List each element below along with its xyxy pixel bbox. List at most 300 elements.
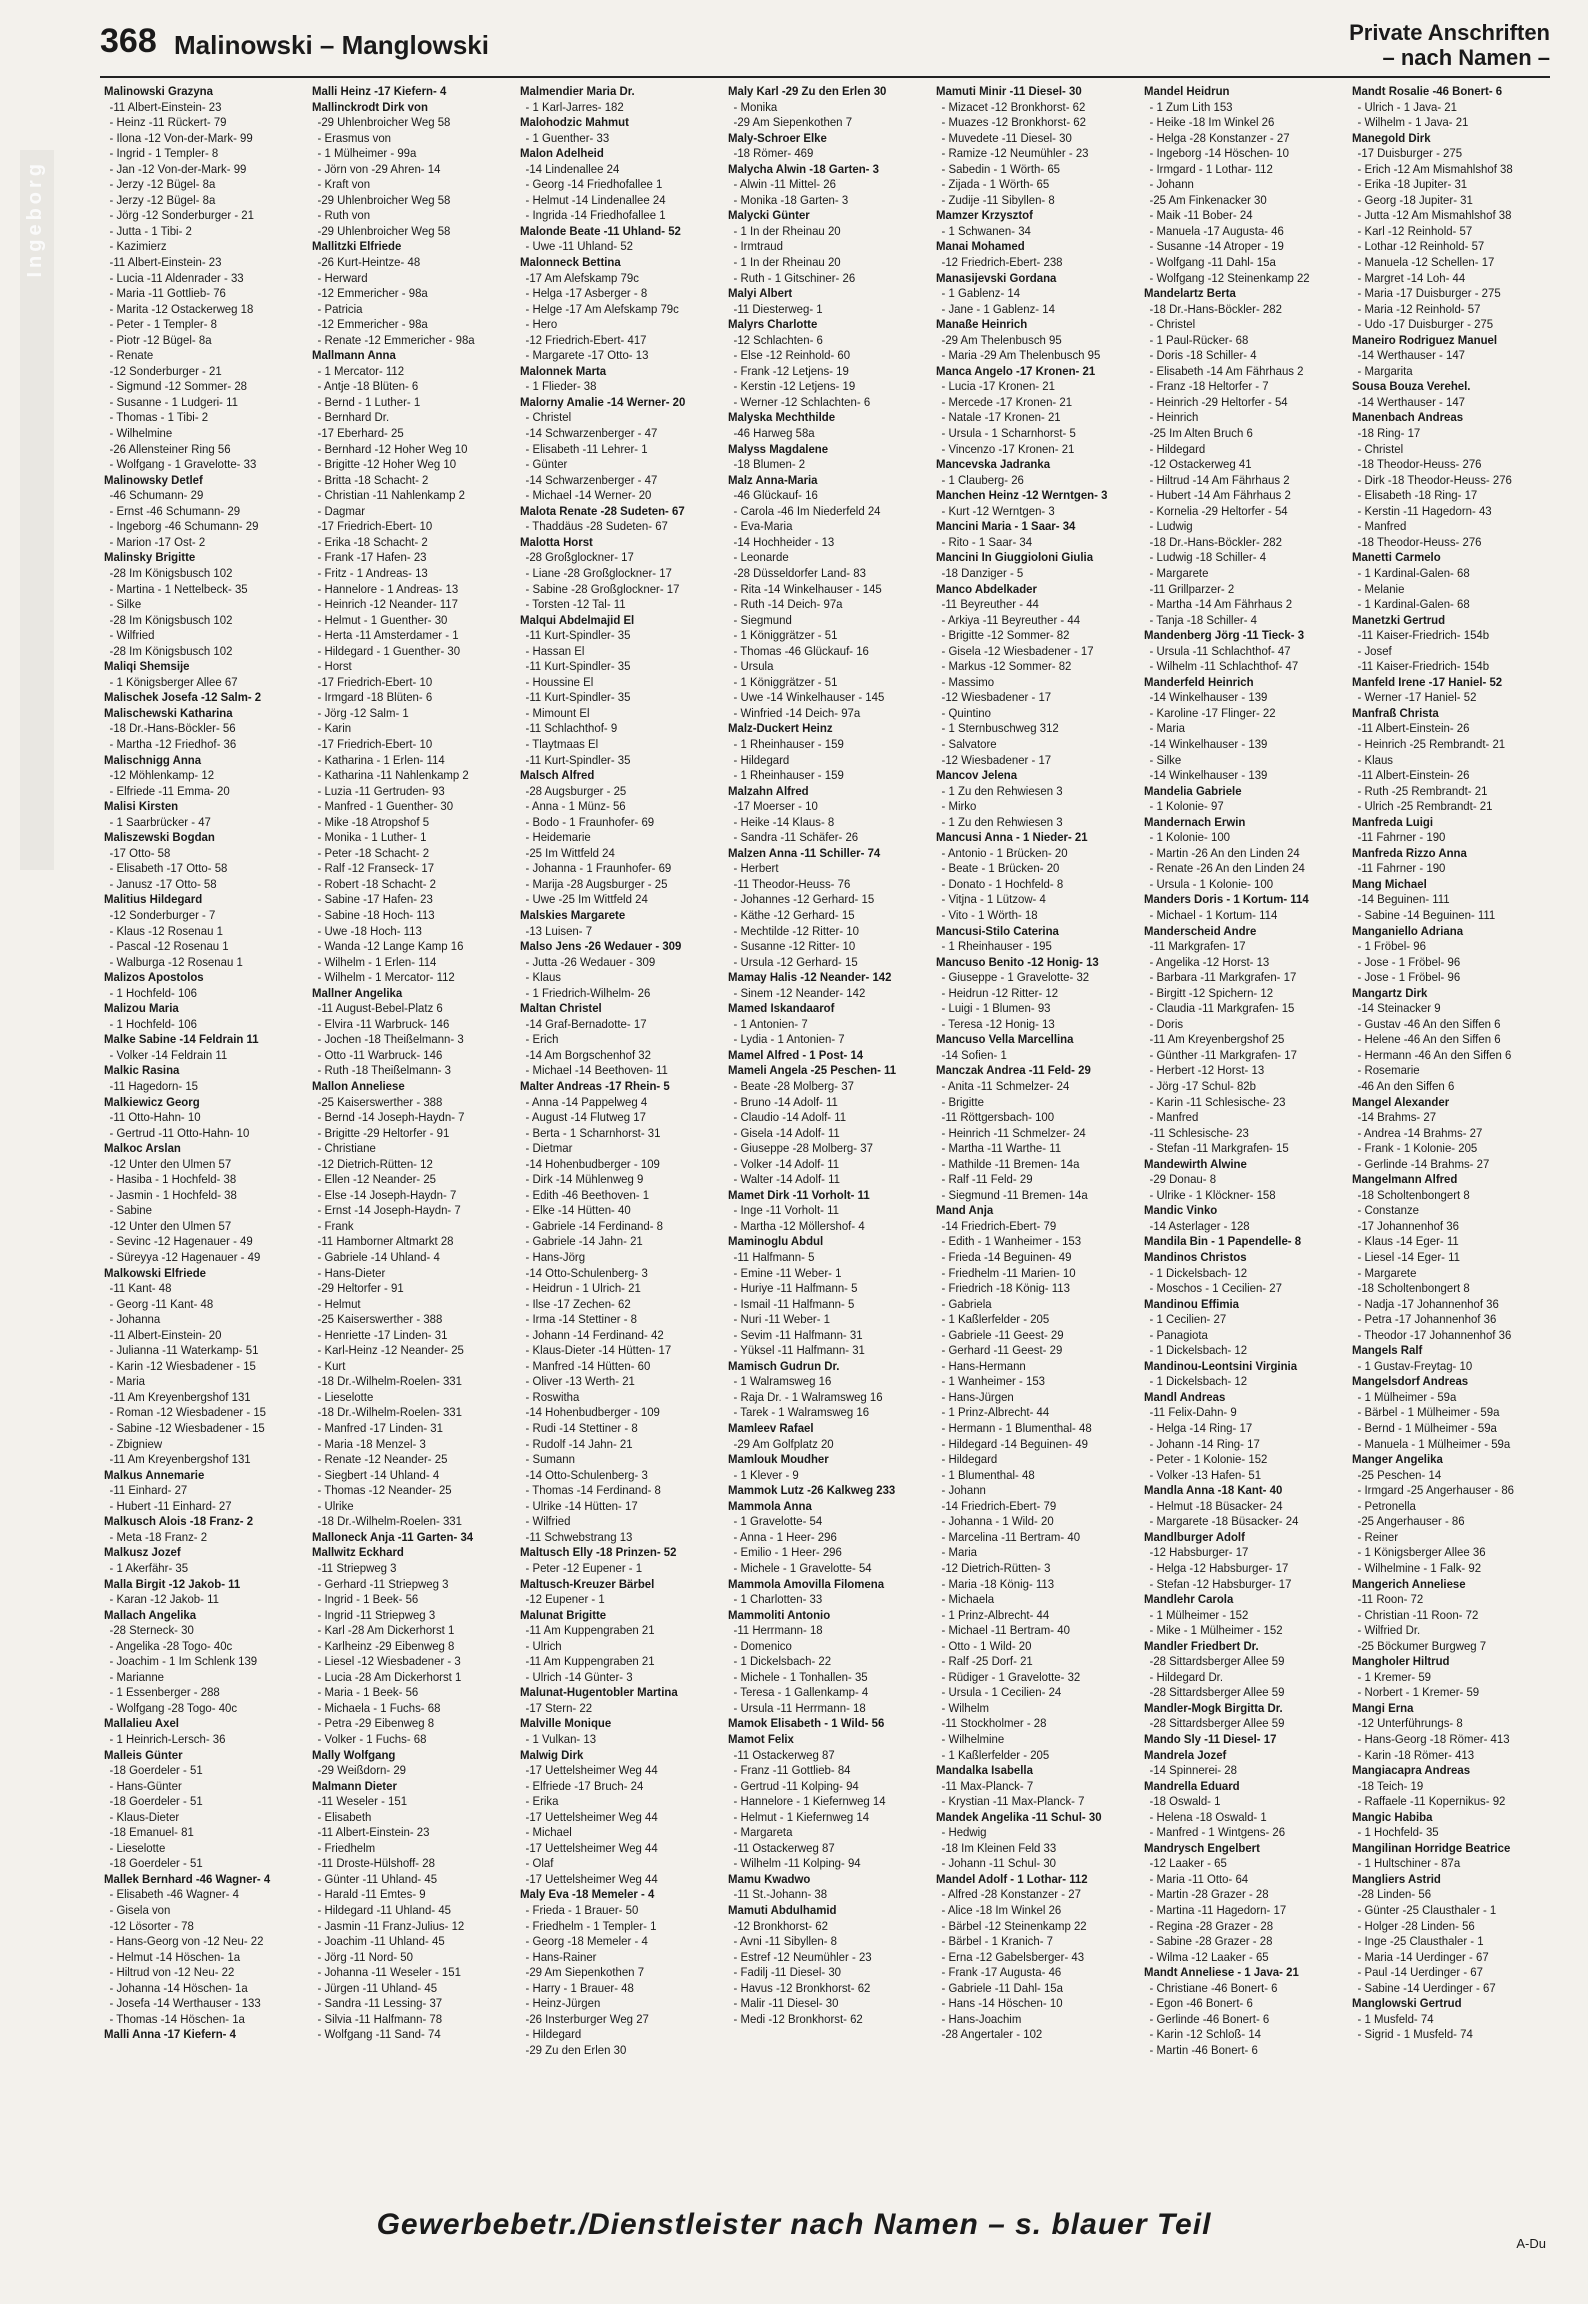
listing-entry: - Alfred -28 Konstanzer - 27 bbox=[941, 1887, 1081, 1902]
listing-entry: - Karin -11 Schlesische- 23 bbox=[1149, 1094, 1286, 1109]
listing-entry: - Karin -12 Wiesbadener - 15 bbox=[109, 1358, 256, 1373]
listing-entry: - Wolfgang -12 Steinenkamp 22 bbox=[1149, 270, 1310, 285]
listing-entry: - Christiane -46 Bonert- 6 bbox=[1149, 1980, 1278, 1995]
listing-entry: - Else -12 Reinhold- 60 bbox=[733, 348, 851, 363]
listing-entry: Mancevska Jadranka bbox=[936, 457, 1051, 472]
listing-entry: - Kornelia -29 Heltorfer - 54 bbox=[1149, 503, 1288, 518]
listing-entry: - Erna -12 Gabelsberger- 43 bbox=[941, 1949, 1085, 1964]
listing-entry: -29 Am Thelenbusch 95 bbox=[941, 332, 1062, 347]
listing-entry: Mancini In Giuggioloni Giulia bbox=[936, 550, 1094, 565]
listing-entry: - 1 Gablenz- 14 bbox=[941, 286, 1021, 301]
listing-entry: - Lucia -11 Aldenrader - 33 bbox=[109, 270, 244, 285]
listing-entry: - Emilio - 1 Heer- 296 bbox=[733, 1545, 842, 1560]
listing-entry: - Michael - 1 Kortum- 114 bbox=[1149, 907, 1278, 922]
listing-entry: -11 Albert-Einstein- 26 bbox=[1357, 768, 1470, 783]
listing-entry: Maliqi Shemsije bbox=[104, 659, 190, 674]
listing-entry: - Erich bbox=[525, 1032, 559, 1047]
listing-entry: -11 Röttgersbach- 100 bbox=[941, 1110, 1055, 1125]
listing-entry: - Marion -17 Ost- 2 bbox=[109, 534, 206, 549]
listing-entry: - Hans-Georg -18 Römer- 413 bbox=[1357, 1731, 1510, 1746]
listing-entry: - Manuela -17 Augusta- 46 bbox=[1149, 223, 1284, 238]
listing-entry: - Georg -14 Friedhofallee 1 bbox=[525, 177, 663, 192]
listing-entry: -11 Kaiser-Friedrich- 154b bbox=[1357, 659, 1490, 674]
listing-entry: - Sabine -18 Hoch- 113 bbox=[317, 907, 435, 922]
listing-entry: Mamuti Abdulhamid bbox=[728, 1902, 837, 1917]
listing-entry: -12 Unter den Ulmen 57 bbox=[109, 1156, 232, 1171]
listing-entry: - Mike - 1 Mülheimer - 152 bbox=[1149, 1623, 1283, 1638]
listing-entry: Malkusz Jozef bbox=[104, 1545, 181, 1560]
listing-entry: - 1 Prinz-Albrecht- 44 bbox=[941, 1405, 1050, 1420]
listing-entry: - Manfred -17 Linden- 31 bbox=[317, 1421, 443, 1436]
listing-entry: - Karin bbox=[317, 721, 352, 736]
listing-entry: - Olaf bbox=[525, 1856, 554, 1871]
listing-entry: Manger Angelika bbox=[1352, 1452, 1443, 1467]
listing-entry: - Fadilj -11 Diesel- 30 bbox=[733, 1965, 842, 1980]
listing-entry: - Josefa -14 Werthauser - 133 bbox=[109, 1996, 261, 2011]
listing-entry: - Martin -28 Grazer - 28 bbox=[1149, 1887, 1269, 1902]
listing-entry: - Otto - 1 Wild- 20 bbox=[941, 1638, 1032, 1653]
listing-entry: Mandrella Eduard bbox=[1144, 1778, 1240, 1793]
section-title-line-1: Private Anschriften bbox=[1349, 20, 1550, 45]
listing-entry: -14 Brahms- 27 bbox=[1357, 1110, 1437, 1125]
listing-entry: - Silvia -11 Halfmann- 78 bbox=[317, 2011, 443, 2026]
listing-entry: - Klaus -12 Rosenau 1 bbox=[109, 923, 223, 938]
listing-entry: Manderfeld Heinrich bbox=[1144, 674, 1254, 689]
listing-entry: - 1 Guenther- 33 bbox=[525, 130, 610, 145]
listing-entry: - Heike -18 Im Winkel 26 bbox=[1149, 115, 1275, 130]
listing-entry: Manchen Heinz -12 Werntgen- 3 bbox=[936, 488, 1108, 503]
listing-entry: - Michael -11 Bertram- 40 bbox=[941, 1623, 1070, 1638]
listing-entry: Mamisch Gudrun Dr. bbox=[728, 1358, 840, 1373]
listing-entry: - Renate -12 Emmericher - 98a bbox=[317, 332, 475, 347]
listing-entry: - Susanne -12 Ritter- 10 bbox=[733, 939, 856, 954]
listing-entry: - Panagiota bbox=[1149, 1327, 1208, 1342]
listing-entry: - Teresa -12 Honig- 13 bbox=[941, 1016, 1055, 1031]
listing-entry: -11 Weseler - 151 bbox=[317, 1794, 408, 1809]
listing-entry: Malotta Horst bbox=[520, 534, 593, 549]
listing-entry: - Hildegard Dr. bbox=[1149, 1669, 1224, 1684]
listing-entry: Mangelmann Alfred bbox=[1352, 1172, 1458, 1187]
listing-entry: -46 Schumann- 29 bbox=[109, 488, 204, 503]
listing-entry: - Ernst -46 Schumann- 29 bbox=[109, 503, 241, 518]
listing-entry: Mamlouk Moudher bbox=[728, 1452, 829, 1467]
listing-entry: - Vito - 1 Wörth- 18 bbox=[941, 907, 1038, 922]
listing-entry: - Marita -12 Ostackerweg 18 bbox=[109, 301, 254, 316]
listing-entry: - Kurt bbox=[317, 1358, 346, 1373]
listing-entry: - Frank -17 Hafen- 23 bbox=[317, 550, 427, 565]
listing-entry: Mandinou-Leontsini Virginia bbox=[1144, 1358, 1298, 1373]
listing-entry: - Margarita bbox=[1357, 363, 1413, 378]
listing-entry: - Friedhelm -11 Marien- 10 bbox=[941, 1265, 1076, 1280]
listing-entry: - Ulrich bbox=[525, 1638, 562, 1653]
listing-entry: - Frank - 1 Kolonie- 205 bbox=[1357, 1141, 1478, 1156]
listing-entry: Mandel Heidrun bbox=[1144, 84, 1230, 98]
listing-entry: - Jan -12 Von-der-Mark- 99 bbox=[109, 161, 247, 176]
listing-entry: -29 Am Siepenkothen 7 bbox=[733, 115, 853, 130]
listing-entry: - Herta -11 Amsterdamer - 1 bbox=[317, 628, 459, 643]
listing-entry: Malizou Maria bbox=[104, 1001, 179, 1016]
listing-entry: - Salvatore bbox=[941, 736, 997, 751]
listing-entry: - Melanie bbox=[1357, 581, 1405, 596]
listing-entry: -12 Unter den Ulmen 57 bbox=[109, 1218, 232, 1233]
listing-entry: - Tanja -18 Schiller- 4 bbox=[1149, 612, 1258, 627]
listing-entry: - Doris -18 Schiller- 4 bbox=[1149, 348, 1257, 363]
listing-entry: -28 Im Königsbusch 102 bbox=[109, 643, 233, 658]
listing-column-4 bbox=[728, 84, 910, 2192]
listing-entry: - Renate bbox=[109, 348, 154, 363]
listing-entry: - Jose - 1 Fröbel- 96 bbox=[1357, 954, 1461, 969]
listing-entry: Mandinou Effimia bbox=[1144, 1296, 1240, 1311]
listing-entry: - Ursula - 1 Scharnhorst- 5 bbox=[941, 426, 1076, 441]
listing-entry: -18 Oswald- 1 bbox=[1149, 1794, 1221, 1809]
listing-entry: -18 Im Kleinen Feld 33 bbox=[941, 1840, 1057, 1855]
listing-entry: - 1 Königgrätzer - 51 bbox=[733, 674, 838, 689]
listing-entry: - Sandra -11 Lessing- 37 bbox=[317, 1996, 443, 2011]
listing-entry: - Christiane bbox=[317, 1141, 376, 1156]
listing-entry: - Harald -11 Emtes- 9 bbox=[317, 1887, 426, 1902]
listing-entry: - Franz -11 Gottlieb- 84 bbox=[733, 1763, 851, 1778]
listing-entry: - Hans-Günter bbox=[109, 1778, 182, 1793]
listing-entry: - Frank -17 Augusta- 46 bbox=[941, 1965, 1062, 1980]
listing-entry: - Houssine El bbox=[525, 674, 594, 689]
listing-entry: - Michael -14 Werner- 20 bbox=[525, 488, 652, 503]
listing-entry: Malyss Magdalene bbox=[728, 441, 829, 456]
listing-entry: - Antje -18 Blüten- 6 bbox=[317, 379, 419, 394]
listing-entry: Manaße Heinrich bbox=[936, 317, 1028, 332]
listing-entry: - 1 Hochfeld- 106 bbox=[109, 985, 197, 1000]
listing-entry: - 1 Kardinal-Galen- 68 bbox=[1357, 565, 1470, 580]
listing-entry: Malonneck Bettina bbox=[520, 255, 621, 270]
listing-entry: - Günter -11 Uhland- 45 bbox=[317, 1871, 438, 1886]
listing-entry: - Wilhelmine bbox=[941, 1731, 1005, 1746]
listing-entry: - Margarete bbox=[1357, 1265, 1417, 1280]
listing-entry: - Torsten -12 Tal- 11 bbox=[525, 597, 626, 612]
listing-entry: - 1 Flieder- 38 bbox=[525, 379, 597, 394]
listing-entry: - Heinrich -12 Neander- 117 bbox=[317, 597, 458, 612]
listing-entry: - Siegmund -11 Bremen- 14a bbox=[941, 1187, 1088, 1202]
listing-entry: -12 Bronkhorst- 62 bbox=[733, 1918, 828, 1933]
listing-entry: - Maria -11 Otto- 64 bbox=[1149, 1871, 1249, 1886]
listing-entry: - Manfred bbox=[1149, 1110, 1199, 1125]
listing-entry: - Klaus bbox=[525, 970, 562, 985]
listing-entry: - Josef bbox=[1357, 643, 1392, 658]
listing-entry: - Johann -14 Ring- 17 bbox=[1149, 1436, 1260, 1451]
listing-entry: Mandt Rosalie -46 Bonert- 6 bbox=[1352, 84, 1503, 98]
listing-entry: - Elisabeth -18 Ring- 17 bbox=[1357, 488, 1478, 503]
listing-entry: -28 Sittardsberger Allee 59 bbox=[1149, 1685, 1285, 1700]
listing-entry: - Maria -18 Menzel- 3 bbox=[317, 1436, 426, 1451]
listing-entry: - Huriye -11 Halfmann- 5 bbox=[733, 1281, 858, 1296]
listing-entry: Mallinckrodt Dirk von bbox=[312, 99, 428, 114]
listing-entry: - Hannelore - 1 Andreas- 13 bbox=[317, 581, 459, 596]
listing-entry: - Volker -14 Adolf- 11 bbox=[733, 1156, 840, 1171]
listing-entry: - Günther -11 Markgrafen- 17 bbox=[1149, 1047, 1297, 1062]
listing-entry: Mandewirth Alwine bbox=[1144, 1156, 1247, 1171]
listing-entry: -14 Winkelhauser - 139 bbox=[1149, 768, 1268, 783]
listing-entry: - 1 Paul-Rücker- 68 bbox=[1149, 332, 1249, 347]
listing-entry: Mally Wolfgang bbox=[312, 1747, 396, 1762]
listing-entry: - Silke bbox=[1149, 752, 1182, 767]
listing-entry: Malischewski Katharina bbox=[104, 705, 233, 720]
listing-entry: - Johanna -14 Höschen- 1a bbox=[109, 1980, 248, 1995]
listing-entry: - 1 In der Rheinau 20 bbox=[733, 255, 841, 270]
listing-entry: - Gabriela bbox=[941, 1296, 992, 1311]
listing-entry: Malycki Günter bbox=[728, 208, 810, 223]
listing-entry: - Kerstin -11 Hagedorn- 43 bbox=[1357, 503, 1492, 518]
listing-entry: -18 Goerdeler - 51 bbox=[109, 1763, 203, 1778]
listing-entry: - Zbigniew bbox=[109, 1436, 163, 1451]
listing-entry: - Oliver -13 Werth- 21 bbox=[525, 1374, 635, 1389]
listing-entry: - Ursula bbox=[733, 659, 774, 674]
listing-entry: -28 Düsseldorfer Land- 83 bbox=[733, 565, 866, 580]
listing-entry: - Jasmin -11 Franz-Julius- 12 bbox=[317, 1918, 465, 1933]
listing-entry: Maltusch Elly -18 Prinzen- 52 bbox=[520, 1545, 677, 1560]
listing-entry: -11 Fahrner - 190 bbox=[1357, 861, 1446, 876]
listing-entry: Manders Doris - 1 Kortum- 114 bbox=[1144, 892, 1309, 907]
listing-entry: Mancusi Anna - 1 Nieder- 21 bbox=[936, 830, 1088, 845]
listing-entry: Mamay Halis -12 Neander- 142 bbox=[728, 970, 892, 985]
listing-entry: - Lieselotte bbox=[317, 1389, 374, 1404]
listing-entry: - Sigmund -12 Sommer- 28 bbox=[109, 379, 248, 394]
listing-entry: - Edith -46 Beethoven- 1 bbox=[525, 1187, 650, 1202]
listing-entry: - Hildegard - 1 Guenther- 30 bbox=[317, 643, 461, 658]
listing-entry: -11 Am Kreyenbergshof 25 bbox=[1149, 1032, 1285, 1047]
listing-entry: - Margareta bbox=[733, 1825, 793, 1840]
listing-entry: - Frank -12 Letjens- 19 bbox=[733, 363, 849, 378]
listing-entry: - Anna - 1 Münz- 56 bbox=[525, 799, 626, 814]
listing-entry: Mangi Erna bbox=[1352, 1700, 1414, 1715]
listing-entry: - Wanda -12 Lange Kamp 16 bbox=[317, 939, 464, 954]
listing-entry: - Hildegard bbox=[1149, 441, 1206, 456]
listing-entry: Mandic Vinko bbox=[1144, 1203, 1218, 1218]
listing-entry: Maminoglu Abdul bbox=[728, 1234, 824, 1249]
listing-entry: - Heinz -11 Rückert- 79 bbox=[109, 115, 227, 130]
listing-entry: - Jörn von -29 Ahren- 14 bbox=[317, 161, 441, 176]
listing-entry: - Käthe -12 Gerhard- 15 bbox=[733, 907, 855, 922]
listing-entry: - Rita -14 Winkelhauser - 145 bbox=[733, 581, 882, 596]
listing-entry: - 1 Antonien- 7 bbox=[733, 1016, 808, 1031]
listing-entry: - Ellen -12 Neander- 25 bbox=[317, 1172, 437, 1187]
listing-entry: Malmendier Maria Dr. bbox=[520, 84, 635, 98]
listing-entry: - August -14 Flutweg 17 bbox=[525, 1110, 646, 1125]
listing-entry: - Gabriele -11 Dahl- 15a bbox=[941, 1980, 1063, 1995]
listing-entry: - Ingrid - 1 Templer- 8 bbox=[109, 146, 219, 161]
listing-entry: - Theodor -17 Johannenhof 36 bbox=[1357, 1327, 1512, 1342]
listing-entry: Malitius Hildegard bbox=[104, 892, 203, 907]
listing-entry: - Karlheinz -29 Eibenweg 8 bbox=[317, 1638, 455, 1653]
listing-entry: - 1 Königsberger Allee 67 bbox=[109, 674, 238, 689]
listing-entry: - Ulrike -14 Hütten- 17 bbox=[525, 1498, 638, 1513]
listing-entry: - Raja Dr. - 1 Walramsweg 16 bbox=[733, 1389, 883, 1404]
listing-entry: - Doris bbox=[1149, 1016, 1184, 1031]
listing-entry: - Sabine bbox=[109, 1203, 152, 1218]
listing-entry: - 1 Prinz-Albrecht- 44 bbox=[941, 1607, 1050, 1622]
listing-entry: -18 Römer- 469 bbox=[733, 146, 814, 161]
listing-entry: - Helga -28 Konstanzer - 27 bbox=[1149, 130, 1290, 145]
listing-entry: - Hubert -11 Einhard- 27 bbox=[109, 1498, 232, 1513]
listing-entry: - Günter -25 Clausthaler - 1 bbox=[1357, 1902, 1497, 1917]
listing-entry: Maly Eva -18 Memeler - 4 bbox=[520, 1887, 655, 1902]
listing-entry: - Hans -14 Höschen- 10 bbox=[941, 1996, 1063, 2011]
listing-entry: -18 Ring- 17 bbox=[1357, 426, 1421, 441]
listing-entry: - Wolfgang -11 Sand- 74 bbox=[317, 2027, 441, 2042]
listing-entry: - Maria -12 Reinhold- 57 bbox=[1357, 301, 1481, 316]
listing-entry: -14 Asterlager - 128 bbox=[1149, 1218, 1250, 1233]
listing-entry: Mandlehr Carola bbox=[1144, 1592, 1234, 1607]
listing-entry: Mallner Angelika bbox=[312, 985, 403, 1000]
listing-entry: - Gerhard -11 Striepweg 3 bbox=[317, 1576, 449, 1591]
listing-entry: - Domenico bbox=[733, 1638, 792, 1653]
listing-entry: Mamel Alfred - 1 Post- 14 bbox=[728, 1047, 864, 1062]
listing-entry: -29 Am Golfplatz 20 bbox=[733, 1436, 834, 1451]
listing-entry: - Fritz - 1 Andreas- 13 bbox=[317, 565, 428, 580]
listing-entry: - Sandra -11 Schäfer- 26 bbox=[733, 830, 859, 845]
listing-entry: - Lucia -17 Kronen- 21 bbox=[941, 379, 1055, 394]
listing-entry: Mangerich Anneliese bbox=[1352, 1576, 1466, 1591]
listing-entry: - Hans-Rainer bbox=[525, 1949, 597, 1964]
listing-entry: - Yüksel -11 Halfmann- 31 bbox=[733, 1343, 865, 1358]
page-number: 368 bbox=[100, 22, 157, 60]
listing-entry: - Rüdiger - 1 Gravelotte- 32 bbox=[941, 1669, 1081, 1684]
listing-entry: -26 Insterburger Weg 27 bbox=[525, 2011, 649, 2026]
listing-entry: - Thomas - 1 Tibi- 2 bbox=[109, 410, 209, 425]
listing-entry: - 1 Rheinhauser - 159 bbox=[733, 736, 844, 751]
listing-entry: - Otto -11 Warbruck- 146 bbox=[317, 1047, 443, 1062]
listing-entry: - Johanna -11 Weseler - 151 bbox=[317, 1965, 461, 1980]
listing-entry: - Petronella bbox=[1357, 1498, 1416, 1513]
listing-entry: -12 Eupener - 1 bbox=[525, 1592, 605, 1607]
listing-entry: - Rosemarie bbox=[1357, 1063, 1420, 1078]
listing-entry: -17 Duisburger - 275 bbox=[1357, 146, 1463, 161]
listing-columns bbox=[104, 84, 1550, 2192]
listing-entry: - Hannelore - 1 Kiefernweg 14 bbox=[733, 1794, 886, 1809]
listing-entry: - Angelika -28 Togo- 40c bbox=[109, 1638, 233, 1653]
listing-entry: -11 Hagedorn- 15 bbox=[109, 1079, 199, 1093]
listing-entry: -11 Kant- 48 bbox=[109, 1281, 172, 1296]
listing-entry: Manegold Dirk bbox=[1352, 130, 1431, 145]
listing-entry: - Jerzy -12 Bügel- 8a bbox=[109, 177, 216, 192]
listing-entry: - Friedrich -18 König- 113 bbox=[941, 1281, 1070, 1296]
listing-entry: -28 Sittardsberger Allee 59 bbox=[1149, 1716, 1285, 1731]
listing-entry: Mando Sly -11 Diesel- 17 bbox=[1144, 1731, 1277, 1746]
listing-entry: -17 Stern- 22 bbox=[525, 1700, 593, 1715]
listing-entry: Manasijevski Gordana bbox=[936, 270, 1057, 285]
listing-entry: - Maria bbox=[1149, 721, 1185, 736]
listing-entry: - Malir -11 Diesel- 30 bbox=[733, 1996, 839, 2011]
listing-entry: - 1 Heinrich-Lersch- 36 bbox=[109, 1731, 226, 1746]
listing-entry: - Alice -18 Im Winkel 26 bbox=[941, 1902, 1062, 1917]
listing-entry: -14 Werthauser - 147 bbox=[1357, 348, 1466, 363]
listing-entry: - Ralf -11 Feld- 29 bbox=[941, 1172, 1033, 1187]
listing-entry: - Brigitte -29 Heltorfer - 91 bbox=[317, 1125, 450, 1140]
listing-entry: -12 Friedrich-Ebert- 238 bbox=[941, 255, 1063, 270]
listing-entry: - Marija -28 Augsburger - 25 bbox=[525, 876, 668, 891]
listing-entry: - Patricia bbox=[317, 301, 363, 316]
listing-entry: Mallon Anneliese bbox=[312, 1079, 405, 1093]
listing-entry: -11 Schwebstrang 13 bbox=[525, 1529, 633, 1544]
listing-entry: Manco Abdelkader bbox=[936, 581, 1037, 596]
listing-entry: Malyrs Charlotte bbox=[728, 317, 818, 332]
listing-entry: -18 Dr.-Hans-Böckler- 282 bbox=[1149, 534, 1282, 549]
listing-entry: - Lieselotte bbox=[109, 1840, 166, 1855]
listing-entry: -11 Beyreuther - 44 bbox=[941, 597, 1039, 612]
listing-entry: -28 Sittardsberger Allee 59 bbox=[1149, 1654, 1285, 1669]
listing-entry: - Ursula -11 Schlachthof- 47 bbox=[1149, 643, 1291, 658]
listing-entry: -11 Kurt-Spindler- 35 bbox=[525, 628, 631, 643]
listing-entry: Mandler-Mogk Birgitta Dr. bbox=[1144, 1700, 1283, 1715]
listing-entry: - 1 Kremer- 59 bbox=[1357, 1669, 1432, 1684]
listing-entry: - Hermann - 1 Blumenthal- 48 bbox=[941, 1421, 1092, 1436]
listing-entry: - Johanna bbox=[109, 1312, 161, 1327]
listing-entry: - Johann bbox=[941, 1483, 986, 1498]
listing-entry: - Irmgard -25 Angerhauser - 86 bbox=[1357, 1483, 1515, 1498]
listing-entry: Manetzki Gertrud bbox=[1352, 612, 1446, 627]
listing-entry: -17 Am Alefskamp 79c bbox=[525, 270, 639, 285]
listing-entry: - Irma -14 Stettiner - 8 bbox=[525, 1312, 638, 1327]
listing-entry: - Christel bbox=[1149, 317, 1196, 332]
listing-entry: - 1 Sternbuschweg 312 bbox=[941, 721, 1059, 736]
listing-column-1 bbox=[104, 84, 286, 2192]
listing-entry: -11 Einhard- 27 bbox=[109, 1483, 188, 1498]
listing-entry: Mancuso Vella Marcellina bbox=[936, 1032, 1074, 1047]
listing-entry: - Thomas -12 Neander- 25 bbox=[317, 1483, 452, 1498]
listing-entry: - Jürgen -11 Uhland- 45 bbox=[317, 1980, 438, 1995]
listing-entry: - Martin -26 An den Linden 24 bbox=[1149, 845, 1300, 860]
listing-entry: - Martha -11 Warthe- 11 bbox=[941, 1141, 1062, 1156]
listing-entry: Malso Jens -26 Wedauer - 309 bbox=[520, 939, 682, 954]
listing-entry: - 1 Zu den Rehwiesen 3 bbox=[941, 783, 1063, 798]
listing-entry: - Elke -14 Hütten- 40 bbox=[525, 1203, 631, 1218]
listing-entry: - Elisabeth bbox=[317, 1809, 372, 1824]
listing-entry: - 1 Clauberg- 26 bbox=[941, 472, 1024, 487]
listing-entry: - Muazes -12 Bronkhorst- 62 bbox=[941, 115, 1086, 130]
listing-entry: - Dirk -14 Mühlenweg 9 bbox=[525, 1172, 644, 1187]
listing-entry: - Elisabeth -46 Wagner- 4 bbox=[109, 1887, 239, 1902]
listing-entry: - Jörg -17 Schul- 82b bbox=[1149, 1079, 1256, 1093]
listing-entry: - Donato - 1 Hochfeld- 8 bbox=[941, 876, 1064, 891]
listing-entry: -11 Albert-Einstein- 23 bbox=[109, 255, 222, 270]
listing-entry: - Egon -46 Bonert- 6 bbox=[1149, 1996, 1253, 2011]
listing-entry: - Klaus bbox=[1357, 752, 1394, 767]
listing-entry: - Michaela bbox=[941, 1592, 995, 1607]
listing-entry: - Reiner bbox=[1357, 1529, 1399, 1544]
listing-entry: - Helmut - 1 Kiefernweg 14 bbox=[733, 1809, 870, 1824]
listing-entry: -18 Blumen- 2 bbox=[733, 457, 806, 472]
listing-entry: - Brigitte -12 Sommer- 82 bbox=[941, 628, 1070, 643]
listing-entry: - Jose - 1 Fröbel- 96 bbox=[1357, 970, 1461, 985]
listing-entry: - Berta - 1 Scharnhorst- 31 bbox=[525, 1125, 661, 1140]
listing-entry: Manglowski Gertrud bbox=[1352, 1996, 1462, 2011]
listing-entry: - Ulrike bbox=[317, 1498, 354, 1513]
listing-entry: - Mizacet -12 Bronkhorst- 62 bbox=[941, 99, 1086, 114]
listing-entry: - Michael bbox=[525, 1825, 572, 1840]
listing-entry: Mancusi-Stilo Caterina bbox=[936, 923, 1059, 938]
listing-entry: - Hero bbox=[525, 317, 558, 332]
listing-entry: -11 St.-Johann- 38 bbox=[733, 1887, 828, 1902]
listing-entry: - Silke bbox=[109, 597, 142, 612]
listing-entry: Malkus Annemarie bbox=[104, 1467, 205, 1482]
listing-entry: - Wilhelm - 1 Java- 21 bbox=[1357, 115, 1469, 130]
listing-entry: -11 Herrmann- 18 bbox=[733, 1623, 823, 1638]
listing-entry: - Britta -18 Schacht- 2 bbox=[317, 472, 429, 487]
listing-entry: - Thaddäus -28 Sudeten- 67 bbox=[525, 519, 668, 534]
listing-entry: - Maria -18 König- 113 bbox=[941, 1576, 1055, 1591]
listing-entry: - Ulrike - 1 Klöckner- 158 bbox=[1149, 1187, 1276, 1202]
listing-entry: - Thomas -14 Höschen- 1a bbox=[109, 2011, 245, 2026]
section-title bbox=[1349, 20, 1550, 70]
listing-entry: - Helge -17 Am Alefskamp 79c bbox=[525, 301, 679, 316]
listing-entry: Malunat Brigitte bbox=[520, 1607, 607, 1622]
